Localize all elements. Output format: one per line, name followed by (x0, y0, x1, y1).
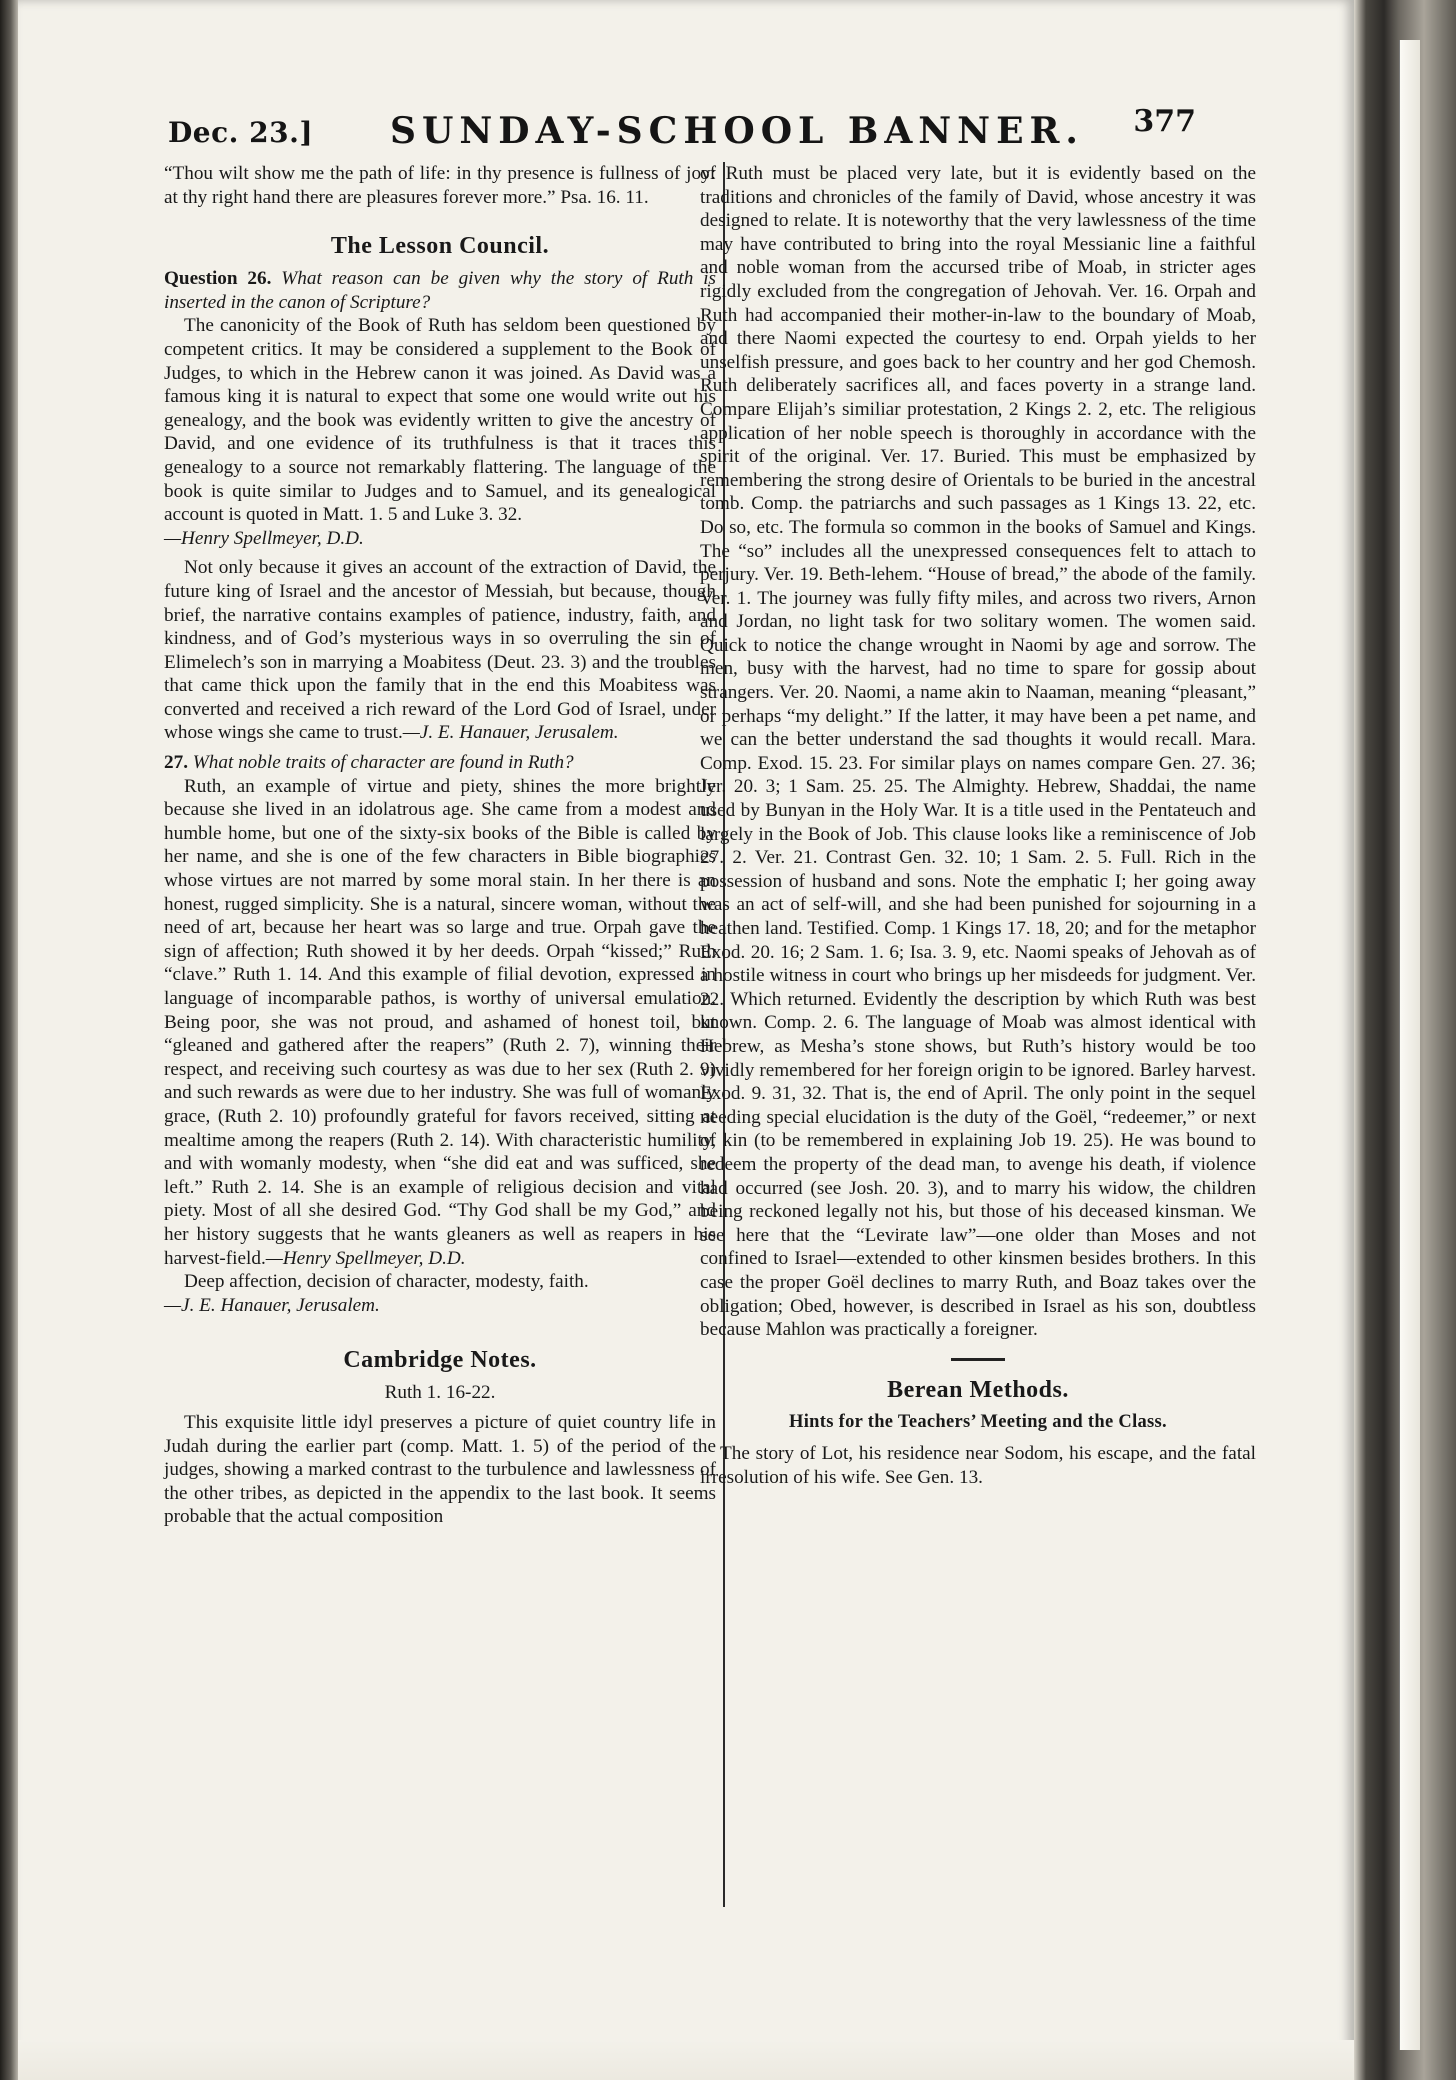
lesson-council-heading: The Lesson Council. (330, 233, 550, 260)
berean-methods-subheading: Hints for the Teachers’ Meeting and the Class. (789, 1411, 1167, 1432)
answer-text: The canonicity of the Book of Ruth has seldom been questioned by competent critics. It may be considered a supplement to the Book of Judges, to which in the Hebrew canon it was joined. As David was a famous king it is natural to expect that some one would write out his genealogy, and the book was evidently written to give the ancestry of David, and one evidence of its truthfulness is that it traces this genealogy to a source not remarkably flattering. The language of the book is quite similar to Judges and to Samuel, and its genealogical account is quoted in Matt. 1. 5 and Luke 3. 32. (164, 315, 716, 526)
answer-27-spellmeyer (164, 775, 716, 1270)
question-27-text: What noble traits of character are found in Ruth? (192, 752, 574, 774)
cambridge-notes-continued: of Ruth must be placed very late, but it is evidently based on the traditions and chronicles of the family of David, whose ancestry it was designed to relate. It is noteworthy that the very lawlessness of the time may have contributed to bring into the royal Messianic line a faithful and noble woman from the accursed tribe of Moab, in stricter ages rigidly excluded from the congregation of Jehovah. Ver. 16. Orpah and Ruth had accompanied their mother-in-law to the boundary of Moab, and there Naomi expected the courtesy to end. Orpah yields to her unselfish pressure, and goes back to her country and her god Chemosh. Ruth deliberately sacrifices all, and faces poverty in a strange land. Compare Elijah’s similiar protestation, 2 Kings 2. 2, etc. The religious application of her noble speech is thoroughly in accordance with the spirit of the original. Ver. 17. Buried. This must be emphasized by remembering the strong desire of Orientals to be buried in the ancestral tomb. Comp. the patriarchs and such passages as 1 Kings 13. 22, etc. Do so, etc. The formula so common in the books of Samuel and Kings. The “so” includes all the unexpressed consequences felt to attach to perjury. Ver. 19. Beth-lehem. “House of bread,” the abode of the family. Ver. 1. The journey was fully fifty miles, and across two rivers, Arnon and Jordan, no light task for two solitary women. The women said. Quick to notice the change wrought in Naomi by age and sorrow. The men, busy with the harvest, had no time to spare for gossip about strangers. Ver. 20. Naomi, a name akin to Naaman, meaning “pleasant,” or perhaps “my delight.” If the latter, it may have been a pet name, and we can the better understand the sad thoughts it would recall. Mara. Comp. Exod. 15. 23. For similar plays on names compare Gen. 27. 36; Jer. 20. 3; 1 Sam. 25. 25. The Almighty. Hebrew, Shaddai, the name used by Bunyan in the Holy War. It is a title used in the Pentateuch and largely in the Book of Job. This clause looks like a reminiscence of Job 27. 2. Ver. 21. Contrast Gen. 32. 10; 1 Sam. 2. 5. Full. Rich in the possession of husband and sons. Note the emphatic I; her going away was an act of self-will, and she had been punished for sojourning in a heathen land. Testified. Comp. 1 Kings 17. 18, 20; and for the metaphor Exod. 20. 16; 2 Sam. 1. 6; Isa. 3. 9, etc. Naomi speaks of Jehovah as of a hostile witness in court who brings up her misdeeds for judgment. Ver. 22. Which returned. Evidently the description by which Ruth was best known. Comp. 2. 6. The language of Moab was almost identical with Hebrew, as Mesha’s stone shows, but Ruth’s history would be too vividly remembered for her foreign origin to be ignored. Barley harvest. Exod. 9. 31, 32. That is, the end of April. The only point in the sequel needing special elucidation is the duty of the Goël, “redeemer,” or next of kin (to be remembered in explaining Job 19. 25). He was bound to redeem the property of the dead man, to avenge his death, if violence had occurred (see Josh. 20. 3), and to marry his widow, the children being reckoned legally not his, but those of his deceased kinsman. We see here that the “Levirate law”—one older than Moses and not confined to Israel—extended to other kinsmen besides brothers. In this case the proper Goël declines to marry Ruth, and Boaz takes over the obligation; Obed, however, is described in Israel as his son, doubtless because Mahlon was practically a foreigner. (700, 163, 1256, 1341)
question-27 (164, 751, 716, 775)
answer-27-hanauer (164, 1270, 716, 1317)
cambridge-notes-reference: Ruth 1. 16-22. (384, 1382, 496, 1404)
next-page-edge (1399, 40, 1420, 2050)
page-number: 377 (1133, 104, 1196, 139)
cambridge-notes-heading: Cambridge Notes. (343, 1347, 537, 1374)
opening-quote: “Thou wilt show me the path of life: in thy presence is fullness of joy: at thy right hand there are pleasures forever more.” Psa. 16. 11. (164, 163, 716, 208)
question-27-number: 27. (164, 752, 188, 774)
header-date: Dec. 23.] (168, 116, 314, 149)
book-page (18, 0, 1354, 2080)
cambridge-notes-paragraph: This exquisite little idyl preserves a picture of quiet country life in Judah during the earlier part (comp. Matt. 1. 5) of the period of the judges, showing a marked contrast to the turbulence and lawlessness of the other tribes, as depicted in the appendix to the last book. It seems probable that the actual composition (164, 1411, 716, 1528)
berean-methods-heading: Berean Methods. (887, 1376, 1069, 1403)
answer-26-spellmeyer (164, 314, 716, 550)
left-column (164, 162, 716, 1529)
book-page-edge-right (1354, 0, 1456, 2080)
answer-26-hanauer (164, 556, 716, 745)
section-rule (951, 1358, 1005, 1361)
answer-text: Deep affection, decision of character, modesty, faith. (184, 1271, 589, 1293)
page-bottom-margin (18, 2040, 1372, 2080)
answer-signature: —J. E. Hanauer, Jerusalem. (164, 1294, 380, 1316)
answer-signature: —Henry Spellmeyer, D.D. (164, 527, 364, 549)
question-26-number: Question 26. (164, 268, 272, 290)
berean-methods-paragraph: The story of Lot, his residence near Sodom, his escape, and the fatal irresolution of his wife. See Gen. 13. (700, 1443, 1256, 1488)
answer-signature: —Henry Spellmeyer, D.D. (265, 1247, 466, 1269)
question-26 (164, 267, 716, 314)
page-header (146, 102, 1204, 154)
right-column (700, 162, 1256, 1489)
book-spine-left (0, 0, 18, 2080)
header-title: SUNDAY-SCHOOL BANNER. (390, 110, 1084, 152)
answer-text: Not only because it gives an account of the extraction of David, the future king of Israel and the ancestor of Messiah, but because, though brief, the narrative contains examples of patience, industry, faith, and kindness, and of God’s mysterious ways in so overruling the sin of Elimelech’s son in marrying a Moabitess (Deut. 23. 3) and the troubles that came thick upon the family that in the end this Moabitess was converted and received a rich reward of the Lord God of Israel, under whose wings she came to trust. (164, 557, 716, 744)
answer-text: Ruth, an example of virtue and piety, shines the more brightly because she lived in an idolatrous age. She came from a modest and humble home, but one of the sixty-six books of the Bible is called by her name, and she is one of the few characters in Bible biographies whose virtues are not marred by some moral stain. In her there is an honest, rugged simplicity. She is a natural, sincere woman, without the need of art, because her heart was so large and true. Orpah gave the sign of affection; Ruth showed it by her deeds. Orpah “kissed;” Ruth “clave.” Ruth 1. 14. And this example of filial devotion, expressed in language of incomparable pathos, is worthy of universal emulation. Being poor, she was not proud, and ashamed of honest toil, but “gleaned and gathered after the reapers” (Ruth 2. 7), winning their respect, and receiving such courtesy as was due to her sex (Ruth 2. 9) and such rewards as were due to her industry. She was full of womanly grace, (Ruth 2. 10) profoundly grateful for favors received, sitting at mealtime among the reapers (Ruth 2. 14). With characteristic humility, and with womanly modesty, when “she did eat and was sufficed, she left.” Ruth 2. 14. She is an example of religious decision and vital piety. Most of all she desired God. “Thy God shall be my God,” and her history suggests that he wants gleaners as well as reapers in his harvest-field. (164, 775, 716, 1269)
answer-signature: —J. E. Hanauer, Jerusalem. (402, 722, 619, 744)
question-26-text: What reason can be given why the story of Ruth is inserted in the canon of Scripture? (164, 268, 717, 313)
